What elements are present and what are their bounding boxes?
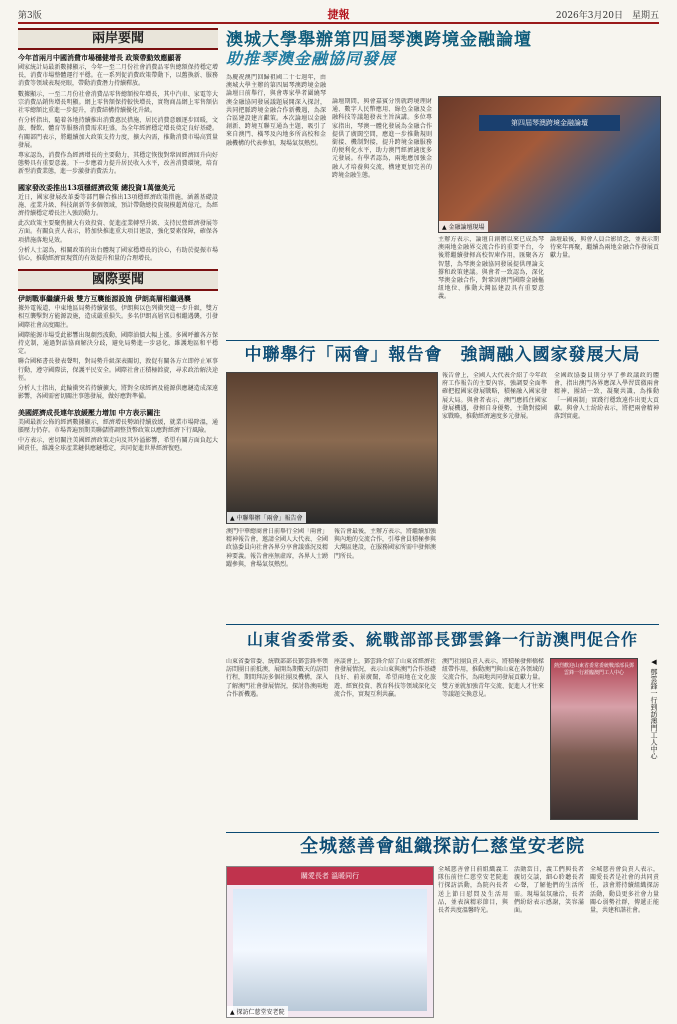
- article-paragraph: 美國最新公佈的經濟數據顯示，經濟增長勢頭持續放緩，就業市場降溫，通脹壓力仍存。市場普遍預期美聯儲將調整貨幣政策以應對經濟下行風險。: [18, 418, 218, 434]
- page-header: [18, 6, 659, 22]
- masthead: 捷報: [327, 8, 350, 21]
- story4-photo: [226, 866, 434, 1018]
- article-paragraph: 據外電報道，中東地區局勢持續緊張，伊朗與以色列衝突進一步升級，雙方相互襲擊對方能源設施，造成嚴重損失。多名伊朗高層官員相繼遇襲，引發國際社會高度關注。: [18, 305, 218, 329]
- article-paragraph: 近日，國家發展改革委等部門聯合推出13項穩經濟政策措施，涵蓋基礎設施、產業升級、科技創新等多個領域，預計帶動總投資規模超萬億元，為經濟持續穩定增長注入強勁動力。: [18, 193, 218, 218]
- divider: [226, 624, 659, 625]
- story4-col2: 活動當日，義工們與長者親切交談，細心聆聽長者心聲，了解他們的生活所需。現場氣氛融洽，長者們紛紛表示感謝，笑容滿面。: [514, 866, 584, 915]
- article-paragraph: 聯合國秘書長發表聲明，對局勢升級深表關切，敦促有關各方立即停止軍事行動，遵守國際法，保護平民安全。國際社會正積極斡旋，尋求政治解決途徑。: [18, 358, 218, 382]
- article-paragraph: 專家認為，消費作為經濟增長的主要動力，其穩定恢復對鞏固經濟回升向好態勢具有重要意義。下一步應着力提升居民收入水平，改善消費環境，培育新型消費業態，進一步激發消費活力。: [18, 152, 218, 176]
- main-area: [226, 26, 659, 1016]
- page-number: 第3版: [18, 11, 42, 21]
- story1-photo: [438, 96, 661, 233]
- article-paragraph: 分析人士認為，相關政策的出台體現了國家穩增長的決心，有助於提振市場信心，推動經濟實現質的有效提升和量的合理增長。: [18, 246, 218, 263]
- story2-photo: [226, 372, 438, 524]
- article-headline: 美國經濟成長連年放緩壓力增加 中方表示關注: [18, 407, 161, 417]
- left-column: [18, 26, 218, 1016]
- story3-headline: 山東省委常委、統戰部部長鄧雲鋒一行訪澳門促合作: [246, 630, 638, 649]
- story2-col4: 報告會最後，主辦方表示，將繼續加強與內地的交流合作，引導會員積極參與大灣區建設，在服務國家所需中發揮澳門所長。: [334, 528, 436, 560]
- article-paragraph: 國際能源市場受此影響出現劇烈波動，國際油價大幅上漲。多國呼籲各方保持克制，通過對話協商解決分歧，避免局勢進一步惡化，維護地區和平穩定。: [18, 331, 218, 356]
- section-title-cross-strait: 兩岸要聞: [18, 28, 218, 50]
- story4-group-photo: [233, 889, 427, 1011]
- story4-caption: ▲ 探訪仁慈堂安老院: [227, 1006, 288, 1017]
- article-paragraph: 中方表示，密切關注美國經濟政策走向及其外溢影響，希望有關方面負起大國責任，維護全球產業鏈供應鏈穩定，共同促進世界經濟復甦。: [18, 436, 218, 453]
- story1-col2: 論壇期間，與會嘉賓分別就跨境理財通、數字人民幣應用、綠色金融及金融科技等議題發表主旨演講。多位專家指出，琴澳一體化發展為金融合作提供了廣闊空間，應進一步推動規則銜接、機制對接，提升跨境金融服務的便利化水平，助力澳門經濟適度多元發展。有學者認為，兩地應加強金融人才培養與交流，構建更加完善的跨境金融生態。: [332, 98, 432, 179]
- forum-banner: 第四屆琴澳跨境金融論壇: [479, 115, 620, 131]
- story4-col1: 全城慈善會日前組織義工隊伍前往仁慈堂安老院進行探訪活動，為院內長者送上節日慰問及生活用品，並表演精彩節目，與長者共度溫馨時光。: [438, 866, 508, 915]
- story3-col3: 澳門社團負責人表示，將積極發揮橋樑紐帶作用，推動澳門與山東在各領域的交流合作，為兩地共同發展貢獻力量。雙方並就加強青年交流、促進人才往來等議題交換意見。: [442, 658, 544, 698]
- story1-col3: 主辦方表示，論壇自創辦以來已成為琴澳兩地金融界交流合作的重要平台，今後將繼續發揮高校智庫作用，匯聚各方智慧，為琴澳金融協同發展提供理論支撐和政策建議。與會者一致認為，深化琴澳金融合作，對鞏固澳門國際金融樞紐地位、推動大灣區建設具有重要意義。: [438, 236, 544, 301]
- story2-col1: 報告會上，全國人大代表介紹了今年政府工作報告的主要內容，強調要全面準確把握國家發展戰略，積極融入國家發展大局。與會者表示，澳門應抓住國家發展機遇，發揮自身優勢，主動對接國家戰略，推動經濟適度多元發展。: [442, 372, 547, 421]
- story2-col2: 全國政協委員則分享了參政議政的體會，指出澳門各界應深入學習貫徹兩會精神，團結一致，凝聚共識，為推動「一國兩制」實踐行穩致遠作出更大貢獻。與會人士紛紛表示，將把兩會精神落到實處。: [554, 372, 659, 421]
- story3-col2: 座談會上，鄧雲鋒介紹了山東省經濟社會發展情況，表示山東與澳門合作基礎良好、前景廣闊，希望兩地在文化旅遊、經貿投資、教育科技等領域深化交流合作，實現互利共贏。: [334, 658, 436, 698]
- story2-col3: 澳門中華總商會日前舉行全國「兩會」精神報告會，邀請全國人大代表、全國政協委員向社會各界分享會議盛況及精神要義。報告會座無虛席，各界人士踴躍參與，會場氣氛熱烈。: [226, 528, 328, 568]
- story3-vertical-caption: ◀ 鄧雲鋒一行到訪澳門工人中心: [650, 658, 658, 760]
- article-headline: 伊朗戰事繼續升級 雙方互襲能源設施 伊朗高層相繼遇襲: [18, 294, 191, 304]
- weekday: 星期五: [631, 11, 659, 21]
- story1-col4: 論壇最後，與會人員合影留念，並表示期待來年再聚，繼續為兩地金融合作發展貢獻力量。: [550, 236, 659, 260]
- article-paragraph: 有分析指出，隨着各地持續推出消費惠民措施，居民消費意願逐步回暖，文旅、餐飲、體育等服務消費需求旺盛，為全年經濟穩定增長奠定良好基礎。有關部門表示，將繼續加大政策支持力度，擴大內需，推動消費市場高質量發展。: [18, 117, 218, 149]
- story1-subheadline: 助推琴澳金融協同發展: [226, 49, 397, 68]
- story4-poster-band: 關愛長者 溫暖同行: [227, 867, 433, 885]
- story4-col3: 全城慈善會負責人表示，關愛長者是社會的共同責任，該會將持續組織探訪活動，動員更多社會力量關心弱勢社群，傳遞正能量，共建和諧社會。: [590, 866, 659, 915]
- story1-caption: ▲ 金融論壇現場: [439, 221, 488, 232]
- article-paragraph: 分析人士指出，此輪衝突若持續擴大，將對全球經濟及能源供應鏈造成深遠影響，各國需密切關注事態發展，做好應對準備。: [18, 385, 218, 401]
- story4-headline: 全城慈善會組織探訪仁慈堂安老院: [300, 836, 585, 857]
- divider: [226, 832, 659, 833]
- header-rule: [18, 22, 659, 24]
- story2-headline: 中聯舉行「兩會」報告會 強調融入國家發展大局: [244, 345, 641, 365]
- article-paragraph: 數據顯示，一至二月份社會消費品零售總額按年增長，其中汽車、家電等大宗消費品銷售增長明顯。網上零售額保持較快增長，實物商品網上零售額佔社零總額比重進一步提升，消費結構持續優化升級。: [18, 90, 218, 115]
- article-headline: 國家發改委推出13項穩經濟政策 總投資1萬億美元: [18, 182, 176, 192]
- welcome-banner: 熱烈歡迎山東省委常委統戰部部長鄧雲鋒一行蒞臨澳門工人中心: [554, 663, 635, 676]
- story3-photo: [550, 658, 638, 820]
- story1-headline: 澳城大學舉辦第四屆琴澳跨境金融論壇: [226, 30, 532, 50]
- date-line: [556, 8, 659, 21]
- article-paragraph: 此次政策主要聚焦擴大有效投資、促進產業轉型升級、支持民營經濟發展等方面。有關負責人表示，將加快推進重大項目建設，強化要素保障，確保各項措施落地見效。: [18, 220, 218, 244]
- story1-headline-block: [226, 30, 659, 68]
- article-headline: 今年首兩月中國消費市場穩健增長 政策帶動效應顯著: [18, 53, 182, 62]
- article-paragraph: 國家統計局最新數據顯示，今年一至二月份社會消費品零售總額保持穩定增長，消費市場整體運行平穩。在一系列促消費政策帶動下，以舊換新、服務消費等領域表現亮眼，帶動消費潛力持續釋放。: [18, 64, 218, 88]
- story3-col1: 山東省委常委、統戰部部長鄧雲鋒率領訪問團日前抵澳，展開為期數天的訪問行程，期間拜訪多個社團及機構，深入了解澳門社會發展情況，探討魯澳兩地合作新機遇。: [226, 658, 328, 698]
- story2-caption: ▲ 中聯舉辦「兩會」報告會: [227, 512, 306, 523]
- section-title-international: 國際要聞: [18, 269, 218, 291]
- divider: [226, 340, 659, 341]
- story1-col1: 為慶祝澳門回歸祖國二十七週年，由澳城大學主辦的第四屆琴澳跨境金融論壇日前舉行，與會專家學者圍繞琴澳金融協同發展議題展開深入探討，共同把脈跨境金融合作新機遇，為深合區建設建言獻策。本次論壇以金融創新、跨境互聯互通為主題，吸引了來自澳門、橫琴及內地多所高校和金融機構的代表參加，現場氣氛熱烈。: [226, 74, 326, 147]
- date: 2026年3月20日: [555, 11, 623, 21]
